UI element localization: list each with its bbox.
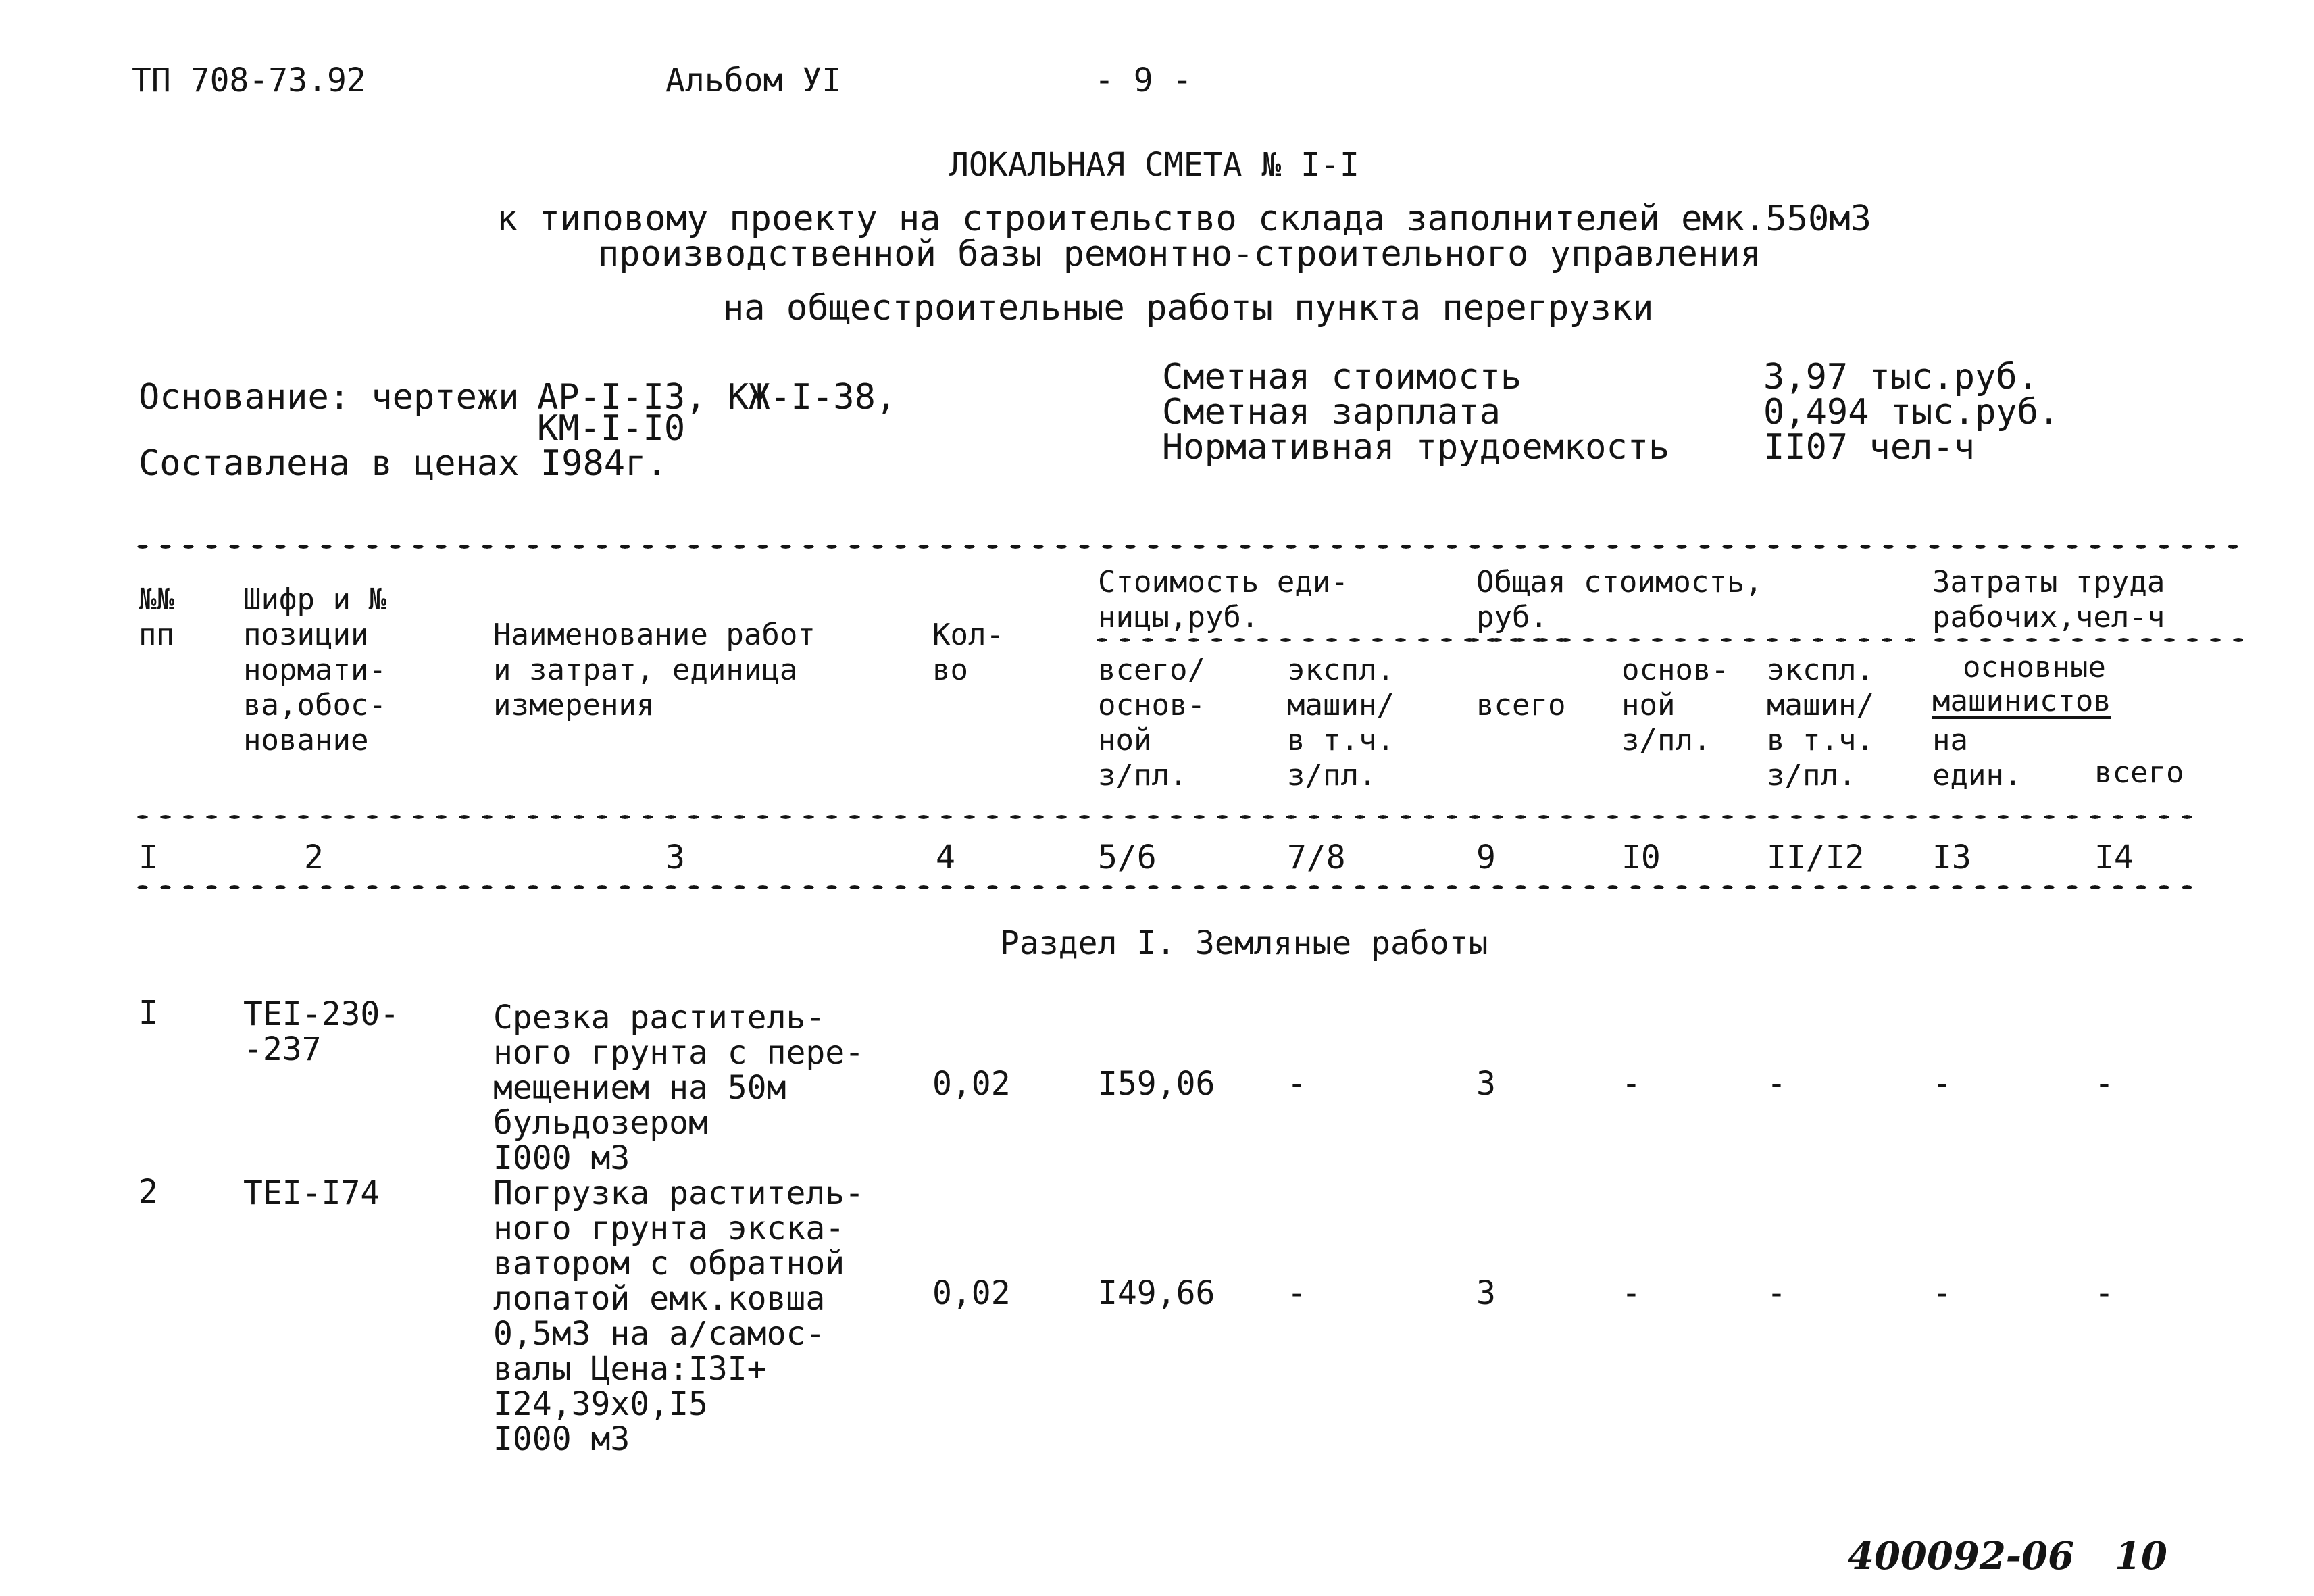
subtitle-line-1: к типовому проекту на строительство склада заполнителей емк.550мЗ bbox=[497, 199, 1871, 239]
subtitle-line-2: производственной базы ремонтно-строительного управления bbox=[598, 234, 1761, 274]
col-header-labor-total: всего bbox=[2094, 755, 2184, 790]
table-row-total-base: - bbox=[1621, 1274, 1641, 1312]
summary-label-cost: Сметная стоимость bbox=[1162, 357, 1522, 397]
col-number: 9 bbox=[1476, 839, 1496, 876]
table-row-number: 2 bbox=[139, 1173, 158, 1211]
table-row-total: 3 bbox=[1476, 1065, 1496, 1103]
table-row-labor-unit: - bbox=[1932, 1065, 1952, 1103]
album-label: Альбом УI bbox=[665, 61, 842, 99]
col-header-labor-unit: на един. bbox=[1932, 723, 2022, 793]
col-number: 4 bbox=[936, 839, 955, 876]
col-number: I4 bbox=[2094, 839, 2134, 876]
basis-drawings-1: АР-I-IЗ, КЖ-I-38, bbox=[537, 377, 897, 418]
col-header-quantity: Кол- во bbox=[932, 618, 1004, 687]
price-basis: Составлена в ценах I984г. bbox=[139, 443, 668, 484]
table-row-unit-machine: - bbox=[1287, 1274, 1307, 1312]
labor-sub-rule bbox=[1932, 635, 2243, 645]
col-header-number: №№ пп bbox=[139, 582, 174, 652]
col-header-total-base-wage: основ- ной з/пл. bbox=[1621, 653, 1729, 757]
table-row-total-base: - bbox=[1621, 1065, 1641, 1103]
table-row-name: Срезка раститель- ного грунта с пере- мещением на 50м бульдозером I000 мЗ bbox=[493, 999, 865, 1177]
section-title: Раздел I. Земляные работы bbox=[1000, 924, 1488, 962]
table-row-labor-unit: - bbox=[1932, 1274, 1952, 1312]
col-number: 5/6 bbox=[1098, 839, 1157, 876]
col-header-labor-machinists: машинистов bbox=[1932, 684, 2111, 718]
summary-value-cost: 3,97 тыс.руб. bbox=[1763, 357, 2038, 397]
col-header-total-machine: экспл. машин/ в т.ч. з/пл. bbox=[1767, 653, 1874, 793]
summary-label-labor: Нормативная трудоемкость bbox=[1162, 427, 1670, 468]
table-row-number: I bbox=[139, 994, 158, 1032]
col-number: I bbox=[139, 839, 158, 876]
table-row-unit-total: I49,66 bbox=[1098, 1274, 1215, 1312]
total-cost-sub-rule bbox=[1466, 635, 1926, 645]
table-row-unit-total: I59,06 bbox=[1098, 1065, 1215, 1103]
table-row-labor-total: - bbox=[2094, 1274, 2114, 1312]
subtitle-line-3: на общестроительные работы пункта перегрузки bbox=[723, 288, 1654, 328]
inventory-number: 400092-06 bbox=[1848, 1534, 2074, 1578]
table-row-name: Погрузка раститель- ного грунта экска- ватором с обратной лопатой емк.ковша 0,5мЗ на а/самос- валы Цена:I3I+ I24,39х0,I5 I000 мЗ bbox=[493, 1174, 865, 1458]
summary-value-wages: 0,494 тыс.руб. bbox=[1763, 392, 2060, 432]
col-header-unit-total: всего/ основ- ной з/пл. bbox=[1098, 653, 1205, 793]
col-group-unit-cost: Стоимость еди- ницы,руб. bbox=[1098, 565, 1349, 634]
table-row-quantity: 0,02 bbox=[932, 1065, 1011, 1103]
col-number: 2 bbox=[304, 839, 324, 876]
table-row-code: ТЕI-I74 bbox=[243, 1174, 380, 1212]
column-numbers-rule bbox=[135, 882, 2203, 892]
col-header-unit-machine: экспл. машин/ в т.ч. з/пл. bbox=[1287, 653, 1394, 793]
page-number: - 9 - bbox=[1095, 61, 1192, 99]
document-code: ТП 708-73.92 bbox=[132, 61, 366, 99]
col-header-name: Наименование работ и затрат, единица измерения bbox=[493, 618, 815, 722]
table-row-labor-total: - bbox=[2094, 1065, 2114, 1103]
table-row-total-machine: - bbox=[1767, 1065, 1786, 1103]
summary-label-wages: Сметная зарплата bbox=[1162, 392, 1501, 432]
col-number: 3 bbox=[665, 839, 685, 876]
col-number: 7/8 bbox=[1287, 839, 1346, 876]
estimate-title: ЛОКАЛЬНАЯ СМЕТА № I-I bbox=[949, 146, 1359, 184]
col-number: II/I2 bbox=[1767, 839, 1865, 876]
table-row-code: ТЕI-230- -237 bbox=[243, 995, 400, 1068]
basis-drawings-2: КМ-I-I0 bbox=[537, 408, 686, 449]
sheet-number: 10 bbox=[2115, 1534, 2167, 1578]
table-row-unit-machine: - bbox=[1287, 1065, 1307, 1103]
col-header-code: Шифр и № позиции нормати- ва,обос- нование bbox=[243, 582, 386, 757]
table-row-total-machine: - bbox=[1767, 1274, 1786, 1312]
table-top-rule bbox=[135, 542, 2243, 551]
col-group-total-cost: Общая стоимость, руб. bbox=[1476, 565, 1763, 634]
basis-label: Основание: чертежи bbox=[139, 377, 520, 418]
col-number: I3 bbox=[1932, 839, 1971, 876]
col-number: I0 bbox=[1621, 839, 1661, 876]
summary-value-labor: II07 чел-ч bbox=[1763, 427, 1976, 468]
col-group-labor: Затраты труда рабочих,чел-ч bbox=[1932, 565, 2165, 634]
col-header-total: всего bbox=[1476, 688, 1566, 722]
header-bottom-rule bbox=[135, 812, 2203, 822]
table-row-quantity: 0,02 bbox=[932, 1274, 1011, 1312]
table-row-total: 3 bbox=[1476, 1274, 1496, 1312]
col-header-labor-main: основные bbox=[1963, 650, 2106, 684]
